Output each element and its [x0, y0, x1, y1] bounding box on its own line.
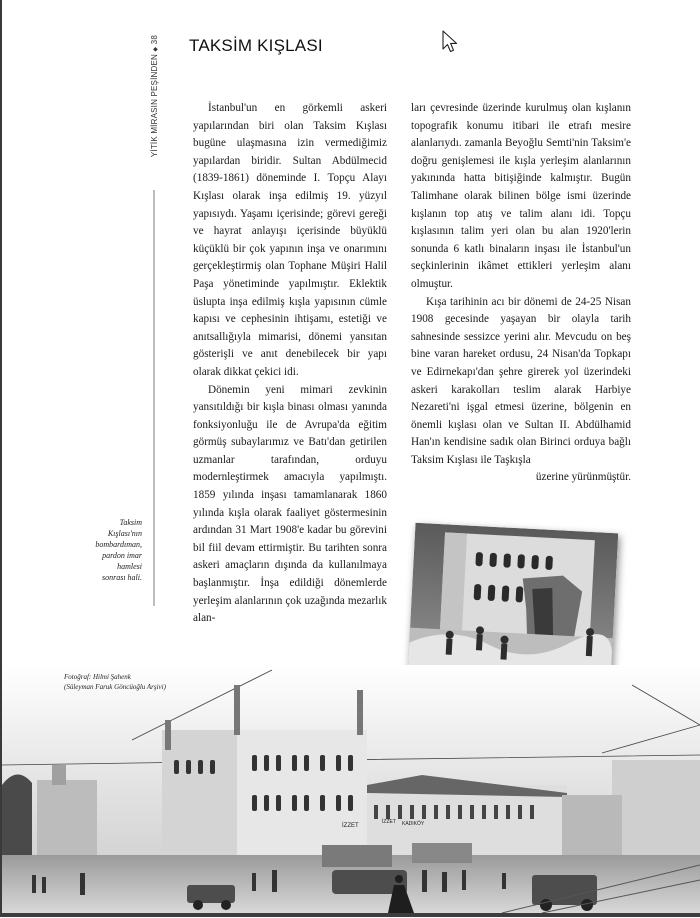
paragraph: Kışa tarihinin acı bir dönemi de 24-25 Nisan 1908 gecesinde yaşayan bir olayla tarih sahnesinde sessizce yerini alır. Mevcudu on beş bine varan hareket ordusu, 24 Nisan'da Topkapı ve Edirnekapı'dan şehre girerek yol üzerindeki askeri karakolları teslim alarak Harbiye Nezareti'ni işgal etmesi üzerine, bölgenin en önemli kışlası olan ve Sultan II. Abdülhamid Han'ın kendisine sadık olan Birinci orduya bağlı Taksim Kışlası ile Taşkışla — [411, 295, 631, 466]
running-head — [150, 35, 162, 190]
paragraph: Dönemin yeni mimari zevkinin yansıtıldığı bir kışla binası olması yanında fonksiyonluğu ile de Avrupa'da eğitim görmüş subaylarımız ve Batı'dan getirilen uzmanlar tarafından, orduyu modernleştirmek amacıyla yapılmıştı. 1859 yılında inşası tamamlanarak 1860 yılında kışla olarak faaliyet göstermesinin ardından 31 Mart 1908'e kadar bu görevini bil fiil devam ettirmiştir. Bu tarihten sonra askeri amaçların dışında da kullanılmaya başlanmıştır. İnşa edildiği dönemlerde yerleşim alanlarının çok uzağında mezarlık alan- — [193, 383, 387, 625]
panorama-image — [2, 665, 700, 913]
vertical-rule — [153, 190, 155, 606]
photo-caption: Taksim Kışlası'nın bombardıman, pardon imar hamlesi sonrası hali. — [95, 518, 142, 582]
text-column-left — [193, 100, 387, 628]
sign-izzet-2: İZZET — [382, 819, 396, 825]
page-title: TAKSİM KIŞLASI — [189, 36, 323, 55]
page-number: 38 — [150, 35, 159, 45]
paragraph: İstanbul'un en görkemli askeri yapılarından biri olan Taksim Kışlası bugüne ulaşmasına izin vermediğimiz yapılardan biridir. Sultan Abdülmecid (1839-1861) döneminde I. Topçu Alayı Kışlası olarak inşa edilmiş 19. yüzyıl yapısıydı. Yaşamı içerisinde; görevi gereği ve hayrat anlayışı içerisinde büyüklü küçüklü bir çok yapının inşa ve onarımını gerçekleştirmiş olan Tophane Müşiri Halil Paşa yönetiminde yapılmıştır. Eklektik üslupta inşa edilmiş kışla yapısının cümle kapısı ve cephesinin ihtişamı, estetiği ve anıtsallığıyla mimarisi, dönemi yansıtan gösterişli ve anıt denebilecek bir yapı olarak dikkat çekici idi. — [193, 102, 387, 378]
sign-izzet: İZZET — [342, 823, 359, 829]
sign-kadikoy: KADIKÖY — [402, 821, 425, 827]
window-bottom-bar — [0, 913, 700, 917]
mouse-cursor-icon — [441, 30, 459, 54]
paragraph: ları çevresinde üzerinde kurulmuş olan kışlanın topografik konumu itibari ile etrafı mesire alanlarıydı. zamanla Beyoğlu Semti'nin Taksim'e doğru genişlemesi ile kışla yerleşim alanlarının yakınında hatta bitişiğinde kalmıştır. Bugün Talimhane olarak bilinen bölge ismi üzerinde kışlanın top atış ve talim alanı idi. Topçu kışlasının talim yeri olan bu alan 1920'lerin sonunda 6 katlı binaların inşası ile İstanbul'un seçkinlerinin ikâmet ettikleri yerleşim alanı olmuştur. — [411, 102, 631, 290]
text-column-right — [411, 100, 631, 487]
running-head-title: YİTİK MİRASIN PEŞİNDEN — [150, 54, 159, 158]
taksim-square-panorama-photo — [2, 665, 700, 913]
separator-icon: ◆ — [153, 46, 159, 52]
paragraph-end: üzerine yürünmüştür. — [535, 471, 631, 484]
photo-credit — [64, 672, 166, 692]
photo-credit-photographer: Fotoğraf: Hilmi Şahenk — [64, 673, 131, 681]
photo-credit-archive: (Süleyman Faruk Göncüoğlu Arşivi) — [64, 683, 166, 691]
